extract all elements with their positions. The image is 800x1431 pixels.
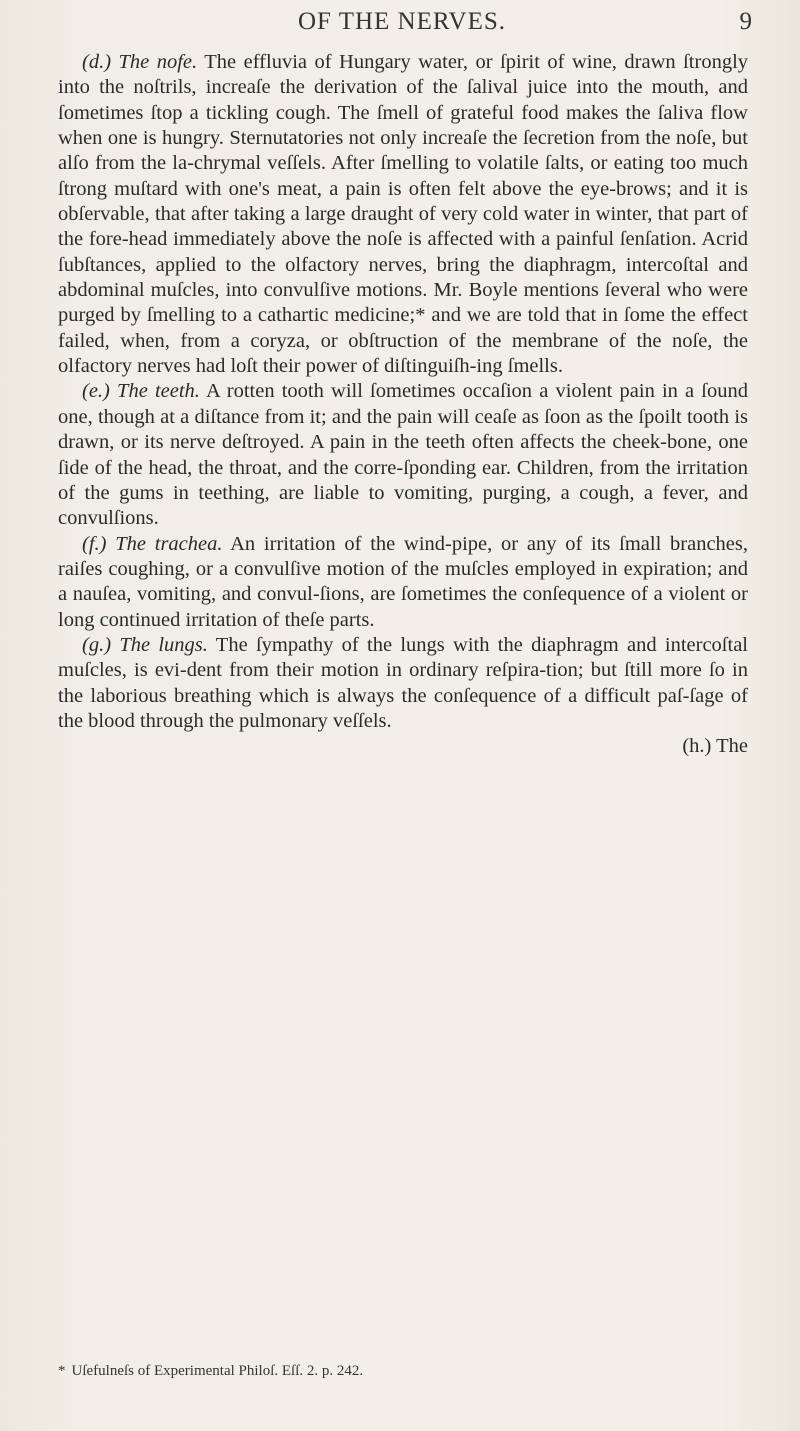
footnote-text: Uſefulneſs of Experimental Philoſ. Eſſ. 2. p. 242. (71, 1363, 364, 1379)
paragraph-text: An irritation of the wind-pipe, or any of its ſmall branches, raiſes coughing, or a convulſive motion of the muſcles employed in expiration; and a nauſea, vomiting, and convul-ſions, are ſometimes the conſequence of a violent or long continued irritation of theſe parts. (58, 532, 749, 631)
paragraph-nose (58, 50, 748, 379)
paragraph-subject: The nofe. (118, 51, 198, 73)
footnote (58, 1363, 748, 1380)
paragraph-text: The ſympathy of the lungs with the diaphragm and intercoſtal muſcles, is evi-dent from their motion in ordinary reſpira-tion; but ſtill more ſo in the laborious breathing which is always the conſequence of a difficult paſ-ſage of the blood through the pulmonary veſſels. (58, 633, 748, 732)
paragraph-subject: The lungs. (119, 633, 208, 656)
paragraph-label: (e.) (82, 380, 110, 403)
paragraph-text: The effluvia of Hungary water, or ſpirit of wine, drawn ſtrongly into the noſtrils, increaſe the derivation of the ſalival juice into the mouth, and ſometimes ſtop a tickling cough. The ſmell of grateful food makes the ſaliva flow when one is hungry. Sternutatories not only increaſe the ſecretion from the noſe, but alſo from the la-chrymal veſſels. After ſmelling to volatile ſalts, or eating too much ſtrong muſtard with one's meat, a pain is often felt above the eye-brows; and it is obſervable, that after taking a large draught of very cold water in winter, that part of the fore-head immediately above the noſe is affected with a painful ſenſation. Acrid ſubſtances, applied to the olfactory nerves, bring the diaphragm, intercoſtal and abdominal muſcles, into convulſive motions. Mr. Boyle mentions ſeveral who were purged by ſmelling to a cathartic medicine;* and we are told that in ſome the effect failed, when, from a coryza, or obſtruction of the membrane of the noſe, the olfactory nerves had loſt their power of diſtinguiſh-ing ſmells. (58, 51, 749, 378)
paragraph-label: (d.) (82, 51, 112, 73)
paragraph-subject: The trachea. (115, 532, 223, 555)
catchword: (h.) The (682, 735, 748, 758)
running-title: OF THE NERVES. (297, 8, 507, 35)
paragraph-label: (f.) (82, 532, 107, 555)
page-header (52, 8, 752, 48)
paragraph-teeth (58, 379, 748, 531)
paragraph-text: A rotten tooth will ſometimes occaſion a violent pain in a ſound one, though at a diſtance from it; and the pain will ceaſe as ſoon as the ſpoilt tooth is drawn, or its nerve deſtroyed. A pain in the teeth often affects the cheek-bone, one ſide of the head, the throat, and the corre-ſponding ear. Children, from the irritation of the gums in teething, are liable to vomiting, purging, a cough, a fever, and convulſions. (58, 380, 749, 530)
paragraph-subject: The teeth. (117, 380, 200, 403)
page-number: 9 (739, 8, 752, 35)
catchword-line (58, 734, 748, 759)
paragraph-lungs (58, 633, 748, 734)
paragraph-trachea (58, 532, 748, 633)
paragraph-label: (g.) (82, 633, 112, 656)
footnote-marker: * (58, 1363, 66, 1379)
body-text (58, 50, 748, 760)
